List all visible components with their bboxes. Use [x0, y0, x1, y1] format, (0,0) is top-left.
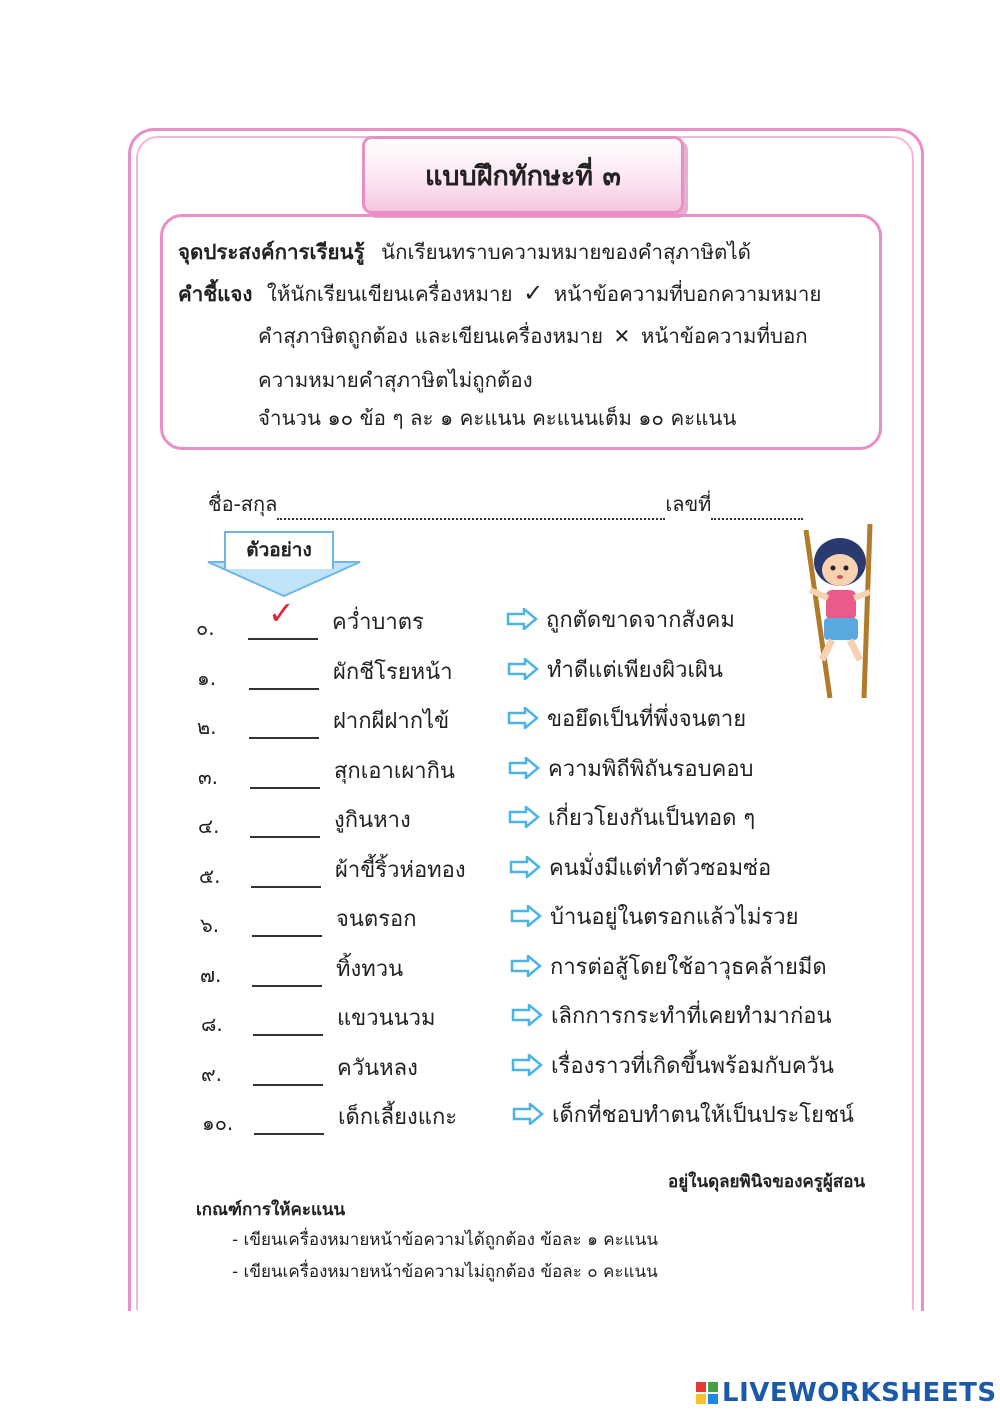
meaning-text: เรื่องราวที่เกิดขึ้นพร้อมกับควัน [551, 1054, 834, 1079]
item-number: ๘. [201, 1012, 223, 1036]
number-label: เลขที่ [665, 492, 712, 516]
directions-part2: หน้าข้อความที่บอกความหมาย [553, 282, 822, 306]
meaning-text: ถูกตัดขาดจากสังคม [546, 608, 735, 633]
cross-symbol-icon: ✕ [613, 324, 631, 348]
item-number: ๙. [201, 1062, 223, 1086]
proverb-text: ผ้าขี้ริ้วห่อทอง [335, 858, 466, 883]
objective-text: นักเรียนทราบความหมายของคำสุภาษิตได้ [381, 240, 751, 264]
right-arrow-icon [510, 955, 542, 977]
directions-line-2 [258, 320, 808, 353]
item-number: ๔. [198, 814, 220, 838]
name-label: ชื่อ-สกุล [208, 492, 278, 516]
worksheet-title: แบบฝึกทักษะที่ ๓ [362, 136, 684, 214]
right-arrow-icon [512, 1103, 544, 1125]
item-number: ๓. [198, 765, 219, 789]
number-field[interactable] [711, 504, 803, 520]
proverb-text: ฝากผีฝากไข้ [333, 709, 450, 734]
meaning-text: ขอยึดเป็นที่พึ่งจนตาย [547, 707, 747, 732]
proverb-text: คว่ำบาตร [332, 610, 424, 635]
objective-line [178, 236, 751, 269]
meaning-text: ทำดีแต่เพียงผิวเผิน [547, 658, 723, 683]
proverb-text: สุกเอาเผากิน [334, 759, 455, 784]
teacher-note: อยู่ในดุลยพินิจของครูผู้สอน [668, 1172, 866, 1192]
answer-blank[interactable] [252, 935, 322, 937]
meaning-text: เลิกการกระทำที่เคยทำมาก่อน [551, 1004, 832, 1029]
meaning-text: คนมั่งมีแต่ทำตัวซอมซ่อ [549, 856, 772, 881]
meaning-text: เด็กที่ชอบทำตนให้เป็นประโยชน์ [552, 1103, 854, 1128]
right-arrow-icon [511, 1004, 543, 1026]
name-field[interactable] [277, 504, 665, 520]
directions-line-3: ความหมายคำสุภาษิตไม่ถูกต้อง [258, 368, 533, 392]
brand-icon [696, 1382, 718, 1404]
directions-line [178, 278, 821, 311]
criteria-title: เกณฑ์การให้คะแนน [196, 1200, 346, 1220]
example-label: ตัวอย่าง [224, 531, 334, 569]
item-number: ๗. [200, 963, 222, 987]
criteria-item: - เขียนเครื่องหมายหน้าข้อความไม่ถูกต้อง ข้อละ ๐ คะแนน [232, 1262, 658, 1282]
item-number: ๐. [196, 616, 215, 640]
proverb-text: ทิ้งทวน [336, 957, 404, 982]
check-symbol-icon: ✓ [523, 279, 544, 307]
brand-logo [696, 1378, 997, 1408]
directions-line-4: จำนวน ๑๐ ข้อ ๆ ละ ๑ คะแนน คะแนนเต็ม ๑๐ คะแนน [258, 406, 737, 430]
answer-blank[interactable] [249, 737, 319, 739]
answer-blank[interactable] [254, 1133, 324, 1135]
meaning-text: บ้านอยู่ในตรอกแล้วไม่รวย [550, 905, 799, 930]
proverb-text: ผักชีโรยหน้า [333, 660, 453, 685]
item-number: ๑. [197, 666, 217, 690]
answer-blank[interactable] [248, 638, 318, 640]
right-arrow-icon [508, 806, 540, 828]
item-number: ๕. [199, 864, 221, 888]
proverb-text: ควันหลง [337, 1056, 418, 1081]
right-arrow-icon [510, 905, 542, 927]
right-arrow-icon [507, 707, 539, 729]
meaning-text: การต่อสู้โดยใช้อาวุธคล้ายมีด [550, 955, 827, 980]
child-on-stilts-icon [790, 520, 900, 710]
right-arrow-icon [508, 757, 540, 779]
proverb-text: แขวนนวม [337, 1006, 436, 1031]
directions-part1: ให้นักเรียนเขียนเครื่องหมาย [266, 282, 513, 306]
answer-blank[interactable] [253, 1034, 323, 1036]
criteria-item: - เขียนเครื่องหมายหน้าข้อความได้ถูกต้อง ข้อละ ๑ คะแนน [232, 1230, 658, 1250]
item-number: ๑๐. [202, 1111, 234, 1135]
meaning-text: ความพิถีพิถันรอบคอบ [548, 757, 754, 782]
objective-label: จุดประสงค์การเรียนรู้ [178, 240, 365, 264]
item-number: ๒. [197, 715, 217, 739]
directions-label: คำชี้แจง [178, 282, 253, 306]
answer-blank[interactable] [253, 1084, 323, 1086]
answer-blank[interactable] [250, 836, 320, 838]
proverb-text: จนตรอก [336, 907, 417, 932]
right-arrow-icon [507, 658, 539, 680]
item-number: ๖. [200, 913, 220, 937]
answer-blank[interactable] [250, 787, 320, 789]
proverb-text: งูกินหาง [334, 808, 411, 833]
answer-check-icon: ✓ [268, 594, 295, 632]
directions-line2-part2: หน้าข้อความที่บอก [640, 324, 808, 348]
answer-blank[interactable] [252, 985, 322, 987]
answer-blank[interactable] [249, 688, 319, 690]
meaning-text: เกี่ยวโยงกันเป็นทอด ๆ [548, 806, 756, 831]
directions-line2-part1: คำสุภาษิตถูกต้อง และเขียนเครื่องหมาย [258, 324, 603, 348]
right-arrow-icon [511, 1054, 543, 1076]
right-arrow-icon [509, 856, 541, 878]
answer-blank[interactable] [251, 886, 321, 888]
right-arrow-icon [506, 608, 538, 630]
proverb-text: เด็กเลี้ยงแกะ [338, 1105, 458, 1130]
name-row [208, 488, 803, 520]
brand-text: LIVEWORKSHEETS [722, 1378, 997, 1408]
